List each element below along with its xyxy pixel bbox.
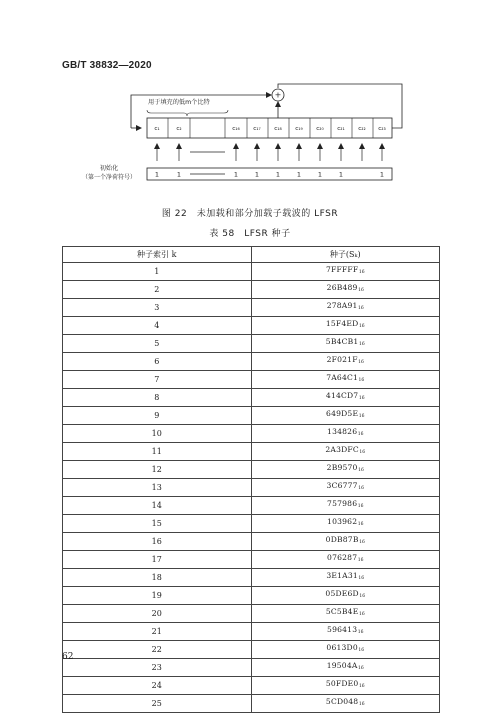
seed-hex: 19504A — [326, 661, 358, 670]
hex-base-subscript: 16 — [357, 558, 364, 563]
table-row — [63, 695, 440, 713]
table-row — [63, 281, 440, 299]
seed-hex: 7FFFFF — [325, 265, 359, 274]
register-label: c₁₆ — [232, 126, 240, 132]
seed-hex: 134826 — [327, 427, 358, 436]
seed-index-cell: 5 — [63, 335, 252, 353]
seed-value-cell — [251, 641, 440, 659]
table-row — [63, 605, 440, 623]
seed-index-cell: 23 — [63, 659, 252, 677]
col-index-header: 种子索引 k — [63, 247, 252, 263]
table-row — [63, 371, 440, 389]
seed-hex: 50FDE0 — [325, 679, 359, 688]
seed-index-cell: 25 — [63, 695, 252, 713]
seed-value-cell — [251, 443, 440, 461]
seed-index-cell: 10 — [63, 425, 252, 443]
seed-value-cell — [251, 515, 440, 533]
table-row — [63, 317, 440, 335]
hex-base-subscript: 16 — [358, 306, 364, 311]
hex-base-subscript: 16 — [357, 432, 364, 437]
init-label: 初始化 — [99, 165, 119, 172]
table-row — [63, 677, 440, 695]
fill-label: 用于填充的低m个比特 — [148, 99, 210, 106]
table-header-row — [63, 247, 440, 263]
table-row — [63, 479, 440, 497]
seed-index-cell: 9 — [63, 407, 252, 425]
register-label: c₂₁ — [337, 126, 345, 132]
seed-value-cell — [251, 317, 440, 335]
hex-base-subscript: 16 — [359, 540, 365, 545]
col-seed-header: 种子(Sₖ) — [251, 247, 440, 263]
hex-base-subscript: 16 — [357, 522, 364, 527]
hex-base-subscript: 16 — [358, 666, 364, 671]
seed-index-cell: 17 — [63, 551, 252, 569]
hex-base-subscript: 16 — [358, 576, 365, 581]
seed-index-cell: 12 — [63, 461, 252, 479]
hex-base-subscript: 16 — [359, 594, 366, 599]
seed-value-cell — [251, 497, 440, 515]
init-value: 1 — [338, 170, 344, 179]
standard-id-header: GB/T 38832—2020 — [62, 60, 152, 71]
table-caption: 表 58 LFSR 种子 — [209, 229, 291, 239]
seed-index-cell: 15 — [63, 515, 252, 533]
table-row — [63, 533, 440, 551]
seed-value-cell — [251, 335, 440, 353]
hex-base-subscript: 16 — [358, 414, 365, 419]
hex-base-subscript: 16 — [358, 360, 364, 365]
seed-hex: 2B9570 — [326, 463, 358, 472]
register-strip — [147, 118, 392, 138]
register-label: c₁ — [154, 126, 160, 132]
seed-value-cell — [251, 677, 440, 695]
seed-value-cell — [251, 353, 440, 371]
hex-base-subscript: 16 — [358, 486, 364, 491]
init-value: 1 — [254, 170, 260, 179]
hex-base-subscript: 16 — [358, 612, 365, 617]
table-row — [63, 659, 440, 677]
hex-base-subscript: 16 — [358, 702, 365, 707]
seed-value-cell — [251, 407, 440, 425]
seed-value-cell — [251, 299, 440, 317]
seed-index-cell: 21 — [63, 623, 252, 641]
seed-hex: 414CD7 — [325, 391, 359, 400]
seed-index-cell: 22 — [63, 641, 252, 659]
seed-index-cell: 16 — [63, 533, 252, 551]
init-value: 1 — [176, 170, 182, 179]
seed-index-cell: 4 — [63, 317, 252, 335]
seed-value-cell — [251, 605, 440, 623]
table-row — [63, 551, 440, 569]
table-row — [63, 263, 440, 281]
register-label: c₂₀ — [316, 126, 324, 132]
seed-value-cell — [251, 461, 440, 479]
seed-hex: 0DB87B — [325, 535, 359, 544]
seed-hex: 757986 — [327, 499, 358, 508]
seed-value-cell — [251, 551, 440, 569]
seed-index-cell: 19 — [63, 587, 252, 605]
seed-hex: 5CD048 — [325, 697, 359, 706]
table-row — [63, 389, 440, 407]
xor-symbol: + — [274, 90, 282, 100]
seed-hex: 7A64C1 — [326, 373, 359, 382]
seed-index-cell: 11 — [63, 443, 252, 461]
hex-base-subscript: 16 — [358, 342, 365, 347]
seed-hex: 2F021F — [326, 355, 358, 364]
seed-index-cell: 2 — [63, 281, 252, 299]
init-value: 1 — [233, 170, 239, 179]
seed-index-cell: 13 — [63, 479, 252, 497]
seed-value-cell — [251, 389, 440, 407]
register-label: c₁₈ — [274, 126, 282, 132]
init-value: 1 — [275, 170, 281, 179]
seed-hex: 3C6777 — [326, 481, 358, 490]
seed-value-cell — [251, 623, 440, 641]
seed-index-cell: 8 — [63, 389, 252, 407]
seed-index-cell: 24 — [63, 677, 252, 695]
seed-value-cell — [251, 425, 440, 443]
seed-index-cell: 1 — [63, 263, 252, 281]
table-row — [63, 587, 440, 605]
seed-value-cell — [251, 533, 440, 551]
seed-value-cell — [251, 569, 440, 587]
table-row — [63, 461, 440, 479]
seed-value-cell — [251, 659, 440, 677]
table-row — [63, 515, 440, 533]
seed-index-cell: 6 — [63, 353, 252, 371]
table-row — [63, 641, 440, 659]
hex-base-subscript: 16 — [359, 450, 366, 455]
seed-hex: 15F4ED — [325, 319, 359, 328]
init-value: 1 — [154, 170, 160, 179]
hex-base-subscript: 16 — [358, 684, 365, 689]
seed-value-cell — [251, 263, 440, 281]
hex-base-subscript: 16 — [358, 324, 365, 329]
figure-caption: 图 22 未加载和部分加载子载波的 LFSR — [161, 209, 339, 219]
table-body — [63, 263, 440, 713]
seed-hex: 0613D0 — [326, 643, 358, 652]
table-row — [63, 443, 440, 461]
seed-hex: 278A91 — [326, 301, 358, 310]
seed-value-cell — [251, 479, 440, 497]
seed-hex: 103962 — [327, 517, 358, 526]
seed-value-cell — [251, 371, 440, 389]
seed-hex: 649D5E — [326, 409, 359, 418]
seed-hex: 5B4CB1 — [325, 337, 359, 346]
page-number: 62 — [62, 652, 74, 662]
table-row — [63, 407, 440, 425]
seed-index-cell: 18 — [63, 569, 252, 587]
seed-hex: 596413 — [327, 625, 358, 634]
seed-value-cell — [251, 281, 440, 299]
seed-index-cell: 20 — [63, 605, 252, 623]
init-sublabel: （第一个净荷符号） — [81, 174, 137, 181]
seed-index-cell: 7 — [63, 371, 252, 389]
table-row — [63, 569, 440, 587]
table-row — [63, 623, 440, 641]
init-strip — [147, 168, 392, 180]
register-label: c₂ — [176, 126, 182, 132]
register-label: c₁₉ — [295, 126, 303, 132]
seed-hex: 2A3DFC — [325, 445, 359, 454]
table-row — [63, 497, 440, 515]
seed-hex: 5C5B4E — [325, 607, 359, 616]
hex-base-subscript: 16 — [358, 270, 365, 275]
seed-hex: 05DE6D — [325, 589, 359, 598]
register-label: c₁₇ — [253, 126, 261, 132]
seed-hex: 076287 — [327, 553, 358, 562]
lfsr-diagram — [0, 0, 500, 200]
init-value: 1 — [296, 170, 302, 179]
hex-base-subscript: 16 — [357, 504, 364, 509]
hex-base-subscript: 16 — [357, 630, 364, 635]
hex-base-subscript: 16 — [358, 648, 365, 653]
fill-brace — [147, 110, 228, 116]
seed-hex: 3E1A31 — [326, 571, 358, 580]
table-row — [63, 335, 440, 353]
table-row — [63, 299, 440, 317]
seed-hex: 26B489 — [326, 283, 358, 292]
hex-base-subscript: 16 — [358, 288, 364, 293]
table-row — [63, 425, 440, 443]
register-label: c₂₃ — [378, 126, 386, 132]
seed-value-cell — [251, 587, 440, 605]
seed-index-cell: 14 — [63, 497, 252, 515]
hex-base-subscript: 16 — [358, 396, 365, 401]
register-label: c₂₂ — [358, 126, 366, 132]
seed-index-cell: 3 — [63, 299, 252, 317]
lfsr-seed-table — [62, 246, 440, 713]
init-value: 1 — [379, 170, 385, 179]
table-row — [63, 353, 440, 371]
hex-base-subscript: 16 — [358, 468, 364, 473]
hex-base-subscript: 16 — [358, 378, 365, 383]
seed-value-cell — [251, 695, 440, 713]
init-value: 1 — [317, 170, 323, 179]
